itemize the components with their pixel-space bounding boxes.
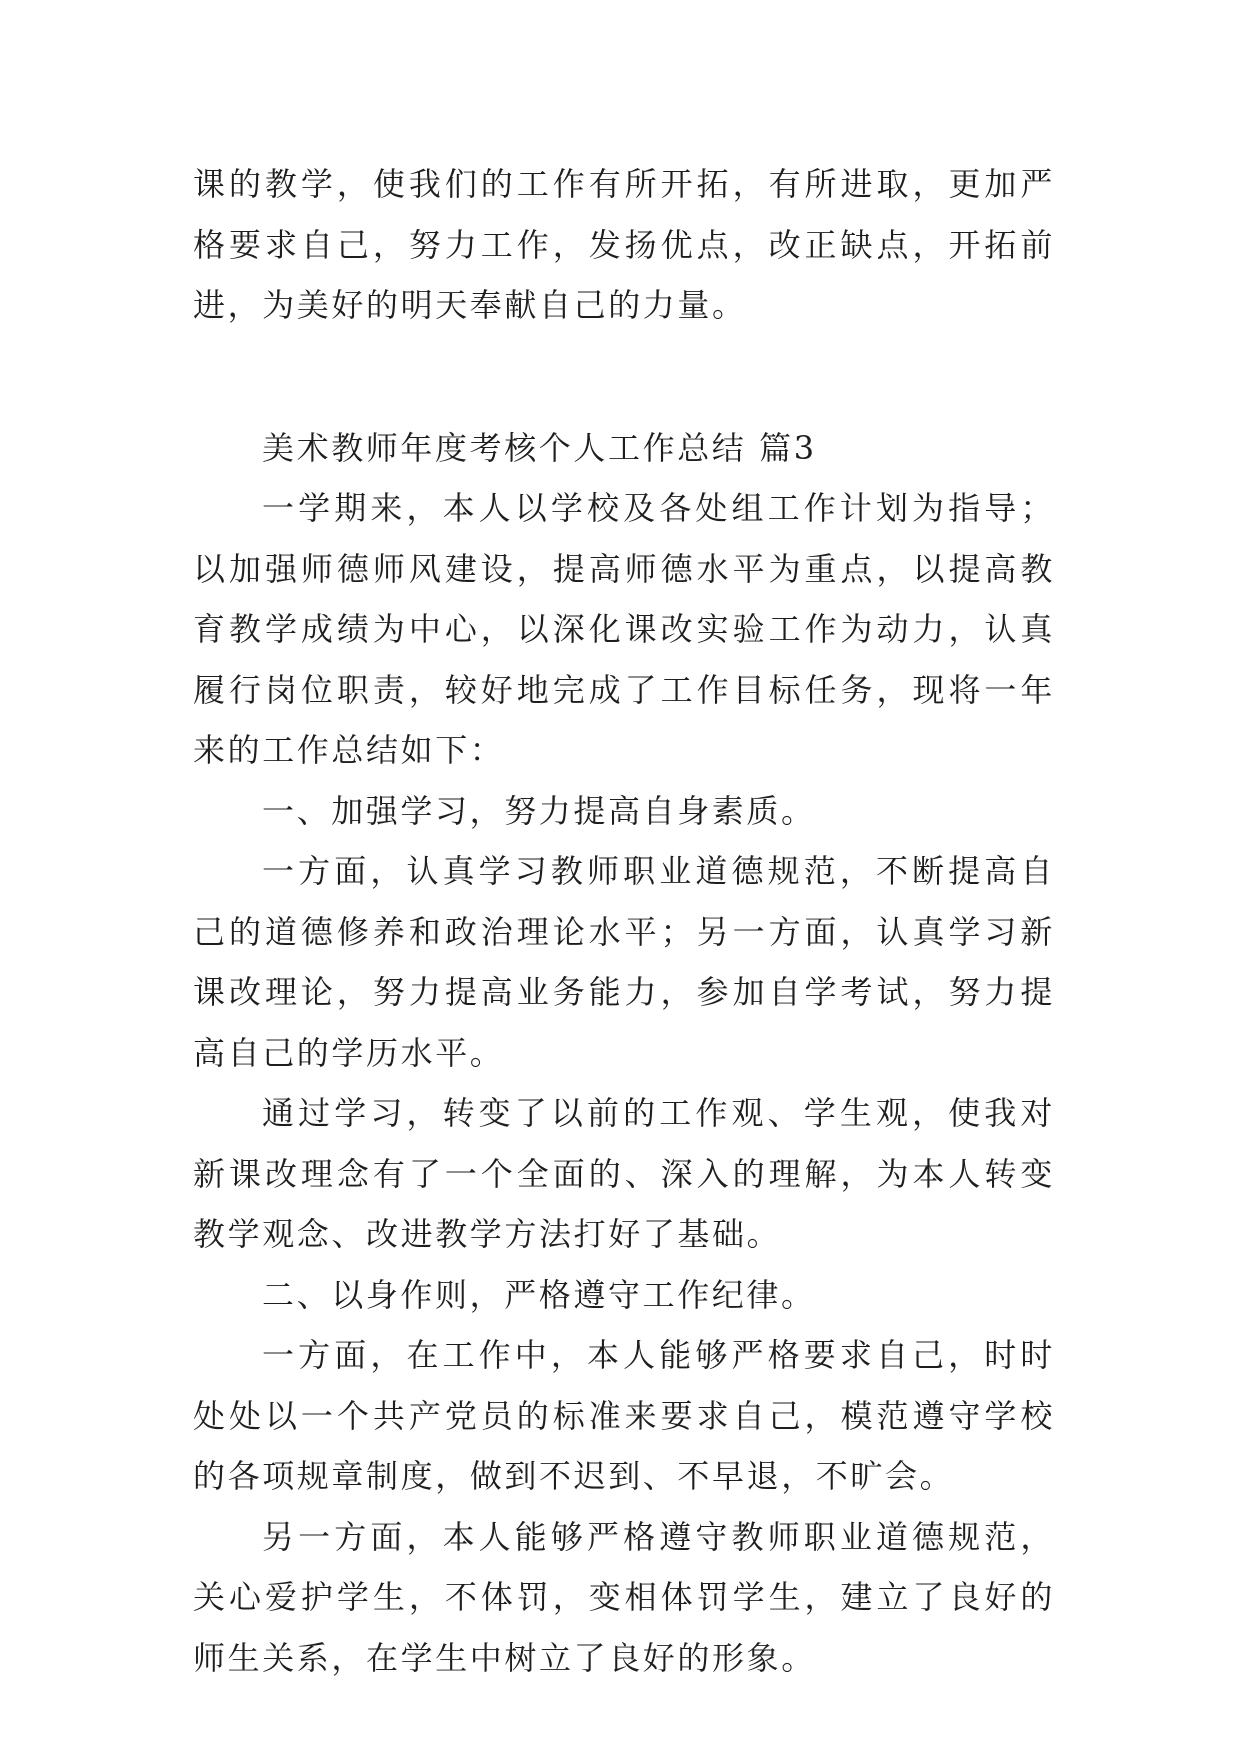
intro-paragraph: 课的教学，使我们的工作有所开拓，有所进取，更加严格要求自己，努力工作，发扬优点，改正缺点，开拓前进，为美好的明天奉献自己的力量。 (193, 165, 1055, 324)
body-paragraph: 另一方面，本人能够严格遵守教师职业道德规范，关心爱护学生，不体罚，变相体罚学生，建立了良好的师生关系，在学生中树立了良好的形象。 (193, 1517, 1055, 1677)
body-paragraph: 通过学习，转变了以前的工作观、学生观，使我对新课改理念有了一个全面的、深入的理解，为本人转变教学观念、改进教学方法打好了基础。 (193, 1094, 1055, 1253)
body-paragraph: 一方面，认真学习教师职业道德规范，不断提高自己的道德修养和政治理论水平；另一方面，认真学习新课改理论，努力提高业务能力，参加自学考试，努力提高自己的学历水平。 (193, 852, 1055, 1072)
subheading: 一、加强学习，努力提高自身素质。 (262, 791, 816, 830)
section-title: 美术教师年度考核个人工作总结 篇3 (262, 428, 817, 467)
body-paragraph: 一学期来，本人以学校及各处组工作计划为指导；以加强师德师风建设，提高师德水平为重点，以提高教育教学成绩为中心，以深化课改实验工作为动力，认真履行岗位职责，较好地完成了工作目标任务，现将一年来的工作总结如下： (193, 489, 1055, 769)
subheading: 二、以身作则，严格遵守工作纪律。 (262, 1275, 816, 1314)
document-body (193, 154, 1055, 1688)
body-paragraph: 一方面，在工作中，本人能够严格要求自己，时时处处以一个共产党员的标准来要求自己，模范遵守学校的各项规章制度，做到不迟到、不早退，不旷会。 (193, 1336, 1055, 1495)
section-gap (193, 336, 1055, 418)
